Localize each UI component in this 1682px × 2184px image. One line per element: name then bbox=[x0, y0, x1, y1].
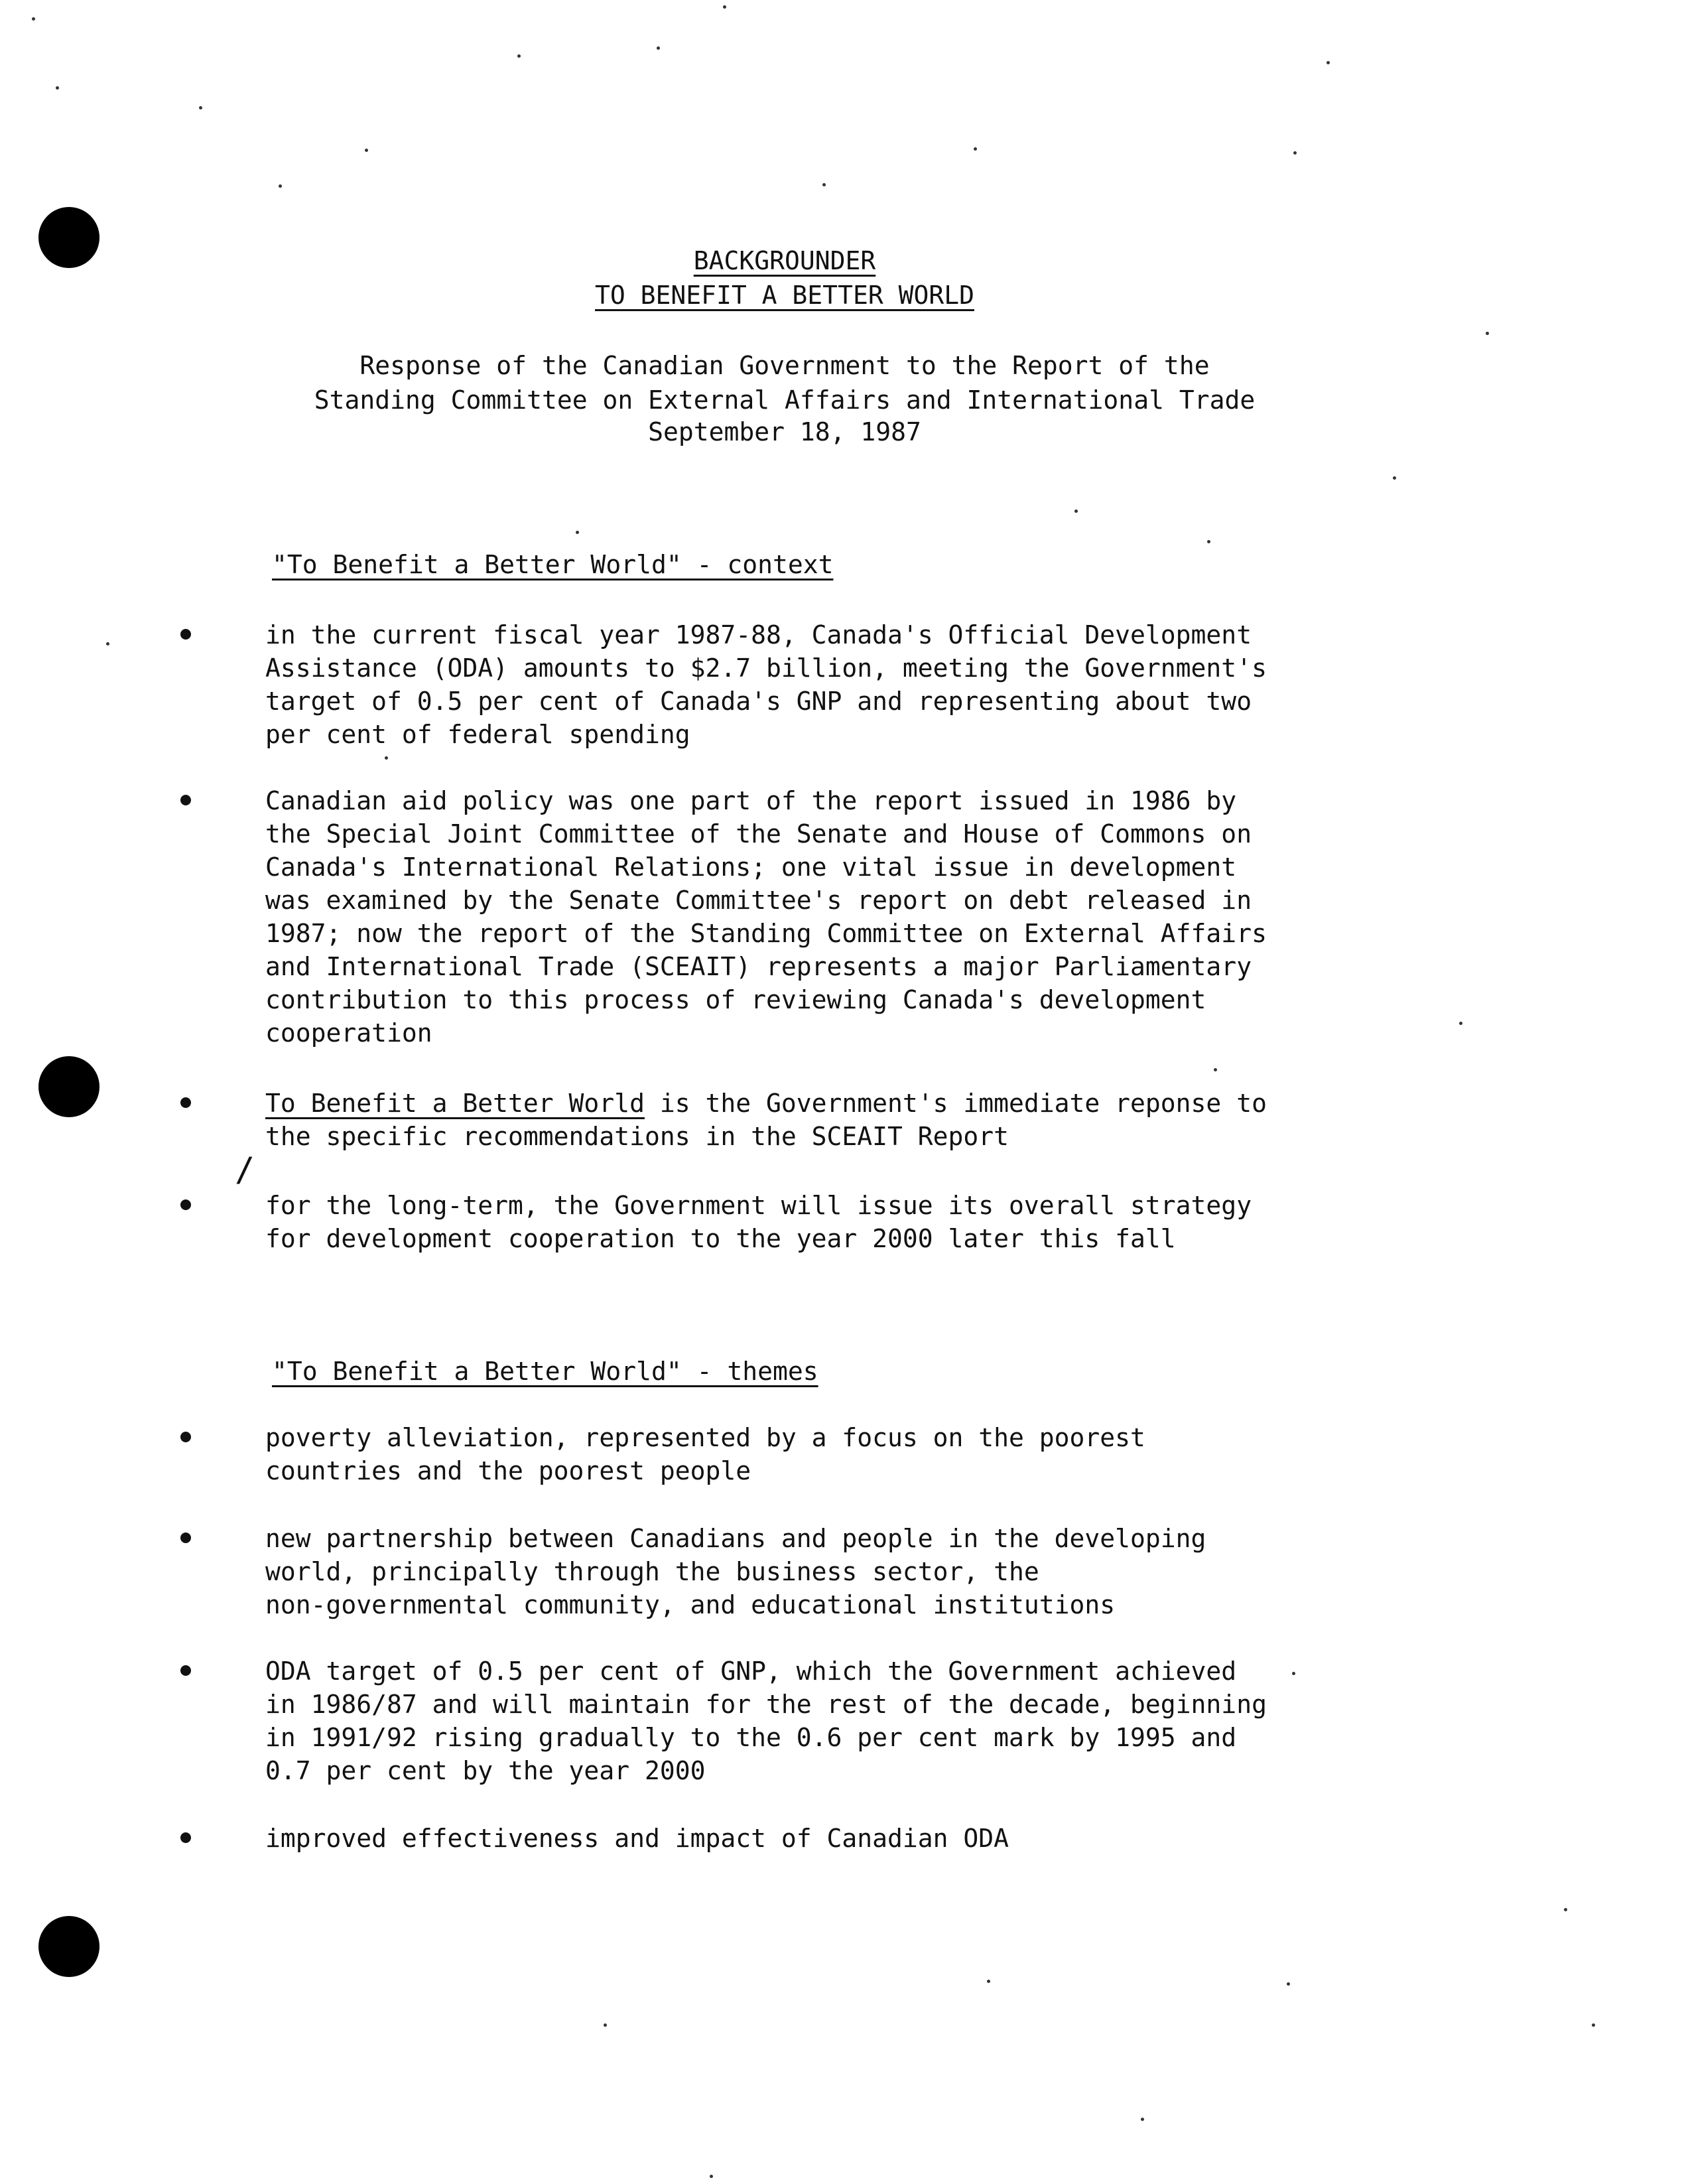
scan-speck bbox=[517, 54, 521, 58]
themes-bullet-2: new partnership between Canadians and people in the developing world, principally through the business sector, the non-governmental community, and educational institutions bbox=[265, 1524, 1206, 1619]
scan-speck bbox=[1074, 510, 1078, 513]
context-heading bbox=[272, 548, 833, 581]
scan-speck bbox=[1592, 2023, 1595, 2027]
report-title-reference: To Benefit a Better World bbox=[265, 1089, 645, 1118]
document-subtitle bbox=[0, 279, 1626, 312]
scan-speck bbox=[576, 531, 579, 534]
scan-speck bbox=[56, 86, 59, 90]
document-title bbox=[0, 244, 1626, 277]
bullet-marker bbox=[180, 1832, 191, 1843]
scan-speck bbox=[1393, 476, 1396, 480]
response-line-1: Response of the Canadian Government to the Report of the bbox=[359, 351, 1210, 380]
bullet-marker bbox=[180, 1097, 191, 1108]
scan-speck bbox=[1141, 2118, 1144, 2121]
scan-speck bbox=[106, 642, 109, 646]
context-bullet-1: in the current fiscal year 1987-88, Canada's Official Development Assistance (ODA) amounts to $2.7 billion, meeting the Government's target of 0.5 per cent of Canada's GNP and representing about two per cent of federal spending bbox=[265, 620, 1267, 749]
scan-speck bbox=[1326, 61, 1330, 64]
scan-speck bbox=[974, 147, 977, 151]
bullet-marker bbox=[180, 1665, 191, 1676]
scan-speck bbox=[1287, 1982, 1290, 1986]
scan-speck bbox=[604, 2023, 607, 2027]
themes-bullet-1: poverty alleviation, represented by a focus on the poorest countries and the poorest people bbox=[265, 1423, 1145, 1485]
scan-speck bbox=[1214, 1068, 1217, 1071]
context-bullet-3 bbox=[265, 1087, 1380, 1153]
response-line-2: Standing Committee on External Affairs and International Trade bbox=[314, 385, 1256, 415]
margin-mark: / bbox=[235, 1150, 255, 1189]
document-subtitle-text: TO BENEFIT A BETTER WORLD bbox=[595, 281, 974, 310]
scan-speck bbox=[657, 46, 660, 50]
document-title-text: BACKGROUNDER bbox=[693, 246, 876, 275]
punch-hole-middle bbox=[38, 1056, 99, 1117]
document-date: September 18, 1987 bbox=[648, 417, 921, 446]
bullet-marker bbox=[180, 1533, 191, 1543]
scan-speck bbox=[199, 106, 202, 109]
scan-speck bbox=[1486, 332, 1489, 335]
scan-speck bbox=[1207, 540, 1210, 543]
context-bullet-3-text: is the Government's immediate reponse to the specific recommendations in the SCEAIT Report bbox=[265, 1089, 1267, 1151]
bullet-marker bbox=[180, 1432, 191, 1442]
context-bullet-4: for the long-term, the Government will issue its overall strategy for development cooperation to the year 2000 later this fall bbox=[265, 1191, 1252, 1253]
bullet-marker bbox=[180, 1199, 191, 1210]
scan-speck bbox=[822, 183, 826, 186]
scan-speck bbox=[279, 184, 282, 188]
scan-speck bbox=[385, 756, 388, 760]
scan-speck bbox=[987, 1980, 990, 1983]
context-bullet-2: Canadian aid policy was one part of the report issued in 1986 by the Special Joint Committee of the Senate and House of Commons on Canada's International Relations; one vital issue in development was examined by the Senate Committee's report on debt released in 1987; now the report of the Standing Committee on External Affairs and International Trade (SCEAIT) represents a major Parliamentary contribution to this process of reviewing Canada's development cooperation bbox=[265, 786, 1267, 1048]
themes-bullet-4: improved effectiveness and impact of Canadian ODA bbox=[265, 1824, 1009, 1853]
themes-heading bbox=[272, 1355, 818, 1388]
scan-speck bbox=[1459, 1022, 1462, 1025]
bullet-marker bbox=[180, 629, 191, 640]
scan-speck bbox=[32, 17, 35, 21]
scan-speck bbox=[710, 2175, 713, 2178]
scan-speck bbox=[723, 5, 726, 9]
bullet-marker bbox=[180, 795, 191, 805]
context-heading-text: "To Benefit a Better World" - context bbox=[272, 550, 834, 579]
scan-speck bbox=[1293, 151, 1297, 155]
themes-heading-text: "To Benefit a Better World" - themes bbox=[272, 1357, 818, 1386]
punch-hole-bottom bbox=[38, 1916, 99, 1977]
themes-bullet-3: ODA target of 0.5 per cent of GNP, which the Government achieved in 1986/87 and will maintain for the rest of the decade, beginning in 1991/92 rising gradually to the 0.6 per cent mark by 1995 and 0.7 per cent by the year 2000 bbox=[265, 1657, 1267, 1785]
scan-speck bbox=[365, 149, 368, 152]
scan-speck bbox=[1564, 1908, 1567, 1911]
